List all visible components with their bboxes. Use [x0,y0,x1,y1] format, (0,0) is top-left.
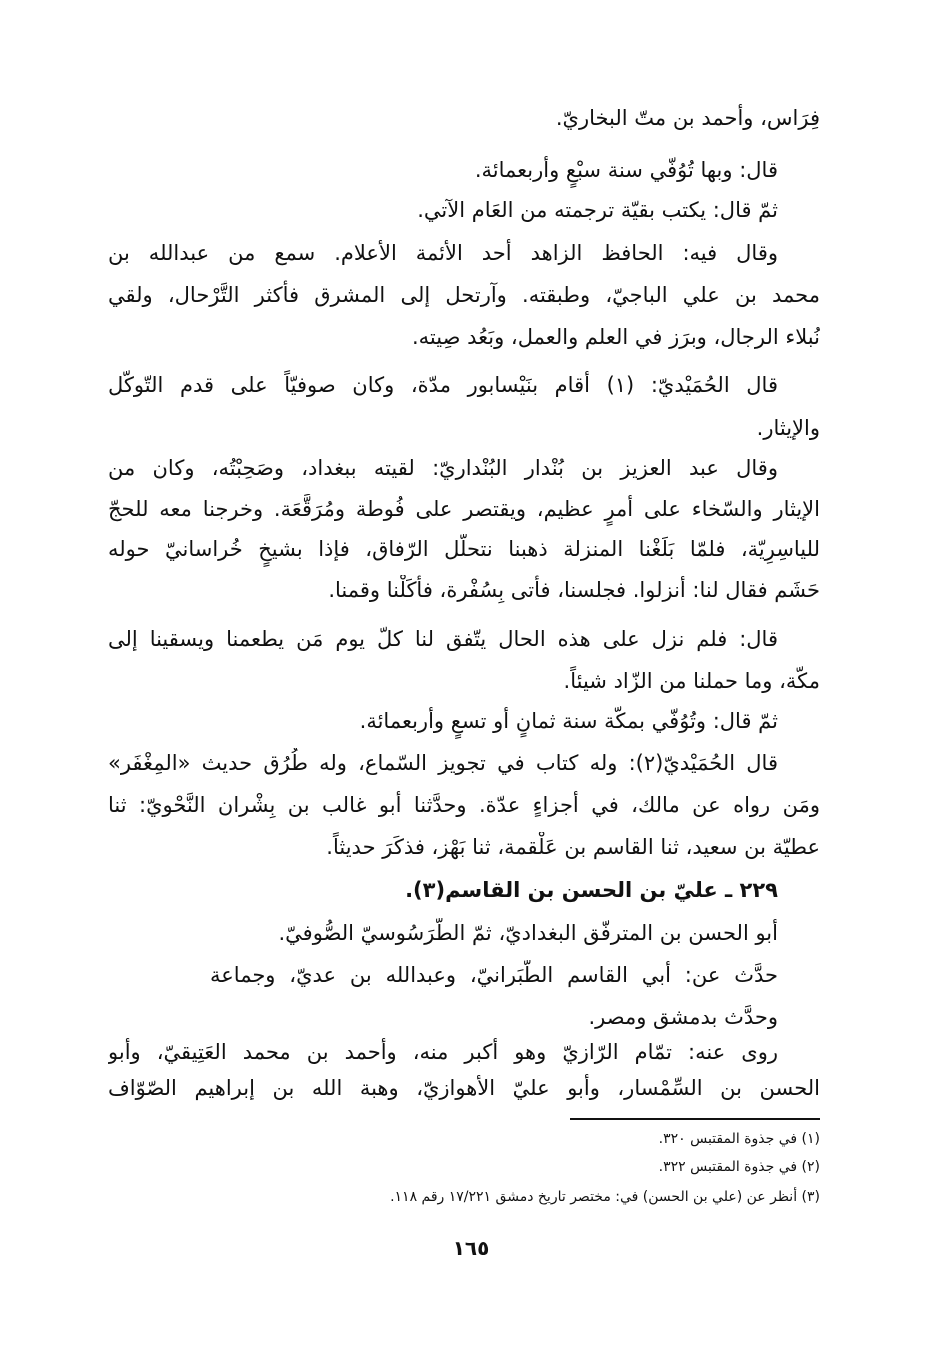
text-line-23: روى عنه: تمّام الرّازيّ وهو أكبر منه، وأحمد بن محمد العَتِيقيّ، وأبو [108,1040,778,1064]
text-line-9: وقال عبد العزيز بن بُنْدار البُنْداريّ: لقيته ببغداد، وصَحِبْتُه، وكان من [108,456,778,480]
page-number: ١٦٥ [452,1236,490,1260]
text-line-6: نُبلاء الرجال، وبرَز في العلم والعمل، وبَعُد صِيته. [411,325,820,349]
text-line-21: حدَّث عن: أبي القاسم الطَّبَرانيّ، وعبدالله بن عديّ، وجماعة [210,963,778,987]
text-line-3: ثمّ قال: يكتب بقيّة ترجمته من العَام الآتي. [417,198,778,222]
footnote-3: (٣) أنظر عن (علي بن الحسن) في: مختصر تاريخ دمشق ١٧/٢٢١ رقم ١١٨. [390,1189,820,1205]
text-line-13: قال: فلم نزل على هذه الحال يتّفق لنا كلّ يوم مَن يطعمنا ويسقينا إلى [108,627,778,651]
text-line-10: الإيثار والسّخاء على أمرٍ عظيم، ويقتصر على فُوطة ومُرَقَّعَة. وخرجنا معه للحجّ [108,497,820,521]
text-line-11: للياسِرِيّة، فلمّا بَلَغْنا المنزلة ذهبنا نتحلّل الرّفاق، فإذا بشيخٍ خُراسانيّ حوله [108,537,820,561]
text-line-12: حَشَم فقال لنا: أنزلوا. فجلسنا، فأتى بِسُفْرة، فأكَلْنا وقمنا. [328,578,820,602]
text-line-7: قال الحُمَيْديّ: (١) أقام بنَيْسابور مدّة، وكان صوفيّاً على قدم التّوكّل [108,373,778,397]
footnote-1: (١) في جذوة المقتبس ٣٢٠. [658,1131,820,1147]
text-line-8: والإيثار. [756,416,820,440]
text-line-4: وقال فيه: الحافظ الزاهد أحد الأئمة الأعلام. سمع من عبدالله بن [108,241,778,265]
text-line-2: قال: وبها تُوُفّي سنة سبْعٍ وأربعمائة. [474,158,778,182]
text-line-17: ومَن رواه عن مالك، في أجزاءٍ عدّة. وحدَّثنا أبو غالب بن بِشْران النَّحْويّ: ثنا [108,793,820,817]
text-line-18: عطيّة بن سعيد، ثنا القاسم بن عَلْقمة، ثنا بَهْز، فذكَرَ حديثاً. [326,835,820,859]
text-line-15: ثمّ قال: وتُوُفّي بمكّة سنة ثمانٍ أو تسعٍ وأربعمائة. [359,709,778,733]
entry-heading: ٢٢٩ ـ عليّ بن الحسن بن القاسم(٣). [405,878,778,902]
footnote-2: (٢) في جذوة المقتبس ٣٢٢. [658,1159,820,1175]
text-line-14: مكّة، وما حملنا من الزّاد شيئاً. [563,669,820,693]
text-line-5: محمد بن علي الباجيّ، وطبقته. وآرتحل إلى المشرق فأكثر التَّرْحال، ولقي [108,283,820,307]
text-line-16: قال الحُمَيْديّ(٢): وله كتاب في تجويز السّماع، وله طُرُق حديث «المِغْفَر» [108,751,778,775]
text-line-20: أبو الحسن بن المترفّق البغداديّ، ثمّ الطَّرَسُوسيّ الصُّوفيّ. [278,921,778,945]
text-line-22: وحدَّث بدمشق ومصر. [588,1005,778,1029]
text-line-24: الحسن بن السِّمْسار، وأبو عليّ الأهوازيّ، وهبة الله بن إبراهيم الصّوّاف [108,1076,820,1100]
footnote-divider [570,1118,820,1120]
text-line-1: فِرَاس، وأحمد بن متّ البخاريّ. [555,106,820,130]
